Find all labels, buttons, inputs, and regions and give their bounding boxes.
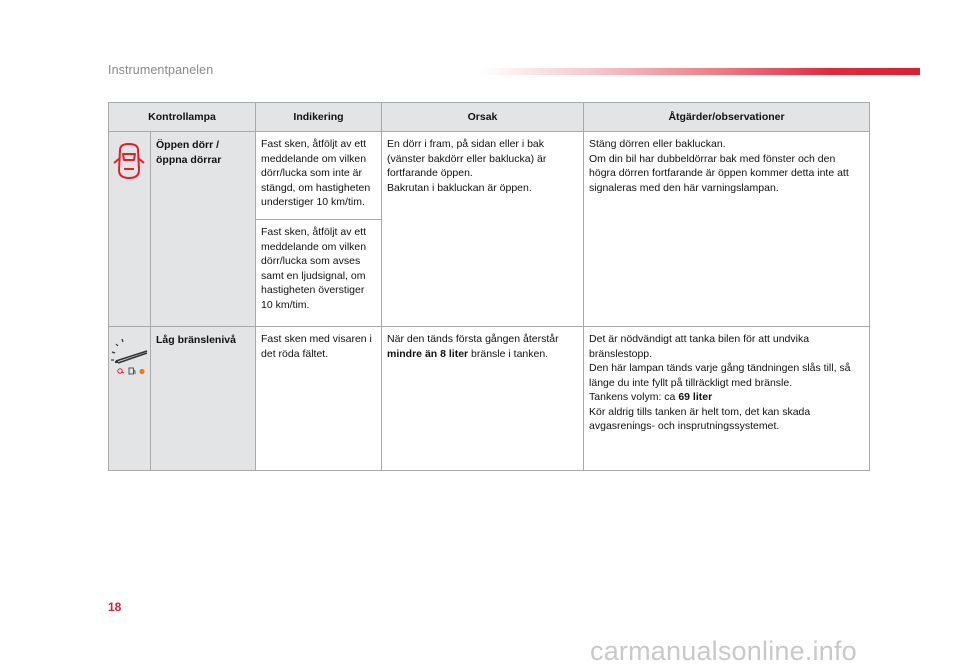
action-line-2: Den här lampan tänds varje gång tändningen slås till, så länge du inte fyllt på tillräckligt med bränsle. — [589, 362, 851, 389]
warning-lamp-table — [108, 102, 870, 471]
cause-text-open-door — [382, 132, 584, 327]
header-accent-bar — [480, 68, 920, 75]
table-row — [109, 327, 870, 471]
action-line-1: Stäng dörren eller bakluckan. — [589, 138, 726, 150]
cause-line-2: Bakrutan i bakluckan är öppen. — [387, 181, 532, 194]
column-header-indikering: Indikering — [256, 103, 382, 132]
fuel-gauge-icon — [109, 333, 151, 379]
indication-text-low-fuel: Fast sken med visaren i det röda fältet. — [256, 327, 382, 471]
watermark-text: carmanualsonline.info — [590, 636, 857, 666]
action-line-4: Kör aldrig tills tanken är helt tom, det kan skada avgasrenings- och insprutningssystemet. — [589, 405, 811, 432]
column-header-orsak: Orsak — [382, 103, 584, 132]
lamp-name-low-fuel: Låg bränslenivå — [151, 327, 256, 471]
low-fuel-icon-cell — [109, 327, 151, 471]
indication-text-1: Fast sken, åtföljt av ett meddelande om vilken dörr/lucka som inte är stängd, om hastigheten understiger 10 km/tim. — [256, 132, 382, 220]
page-header-title: Instrumentpanelen — [108, 63, 214, 77]
open-door-icon-cell — [109, 132, 151, 327]
cause-bold-text: mindre än 8 liter — [387, 347, 469, 360]
cause-text-low-fuel — [382, 327, 584, 471]
tank-volume-value: 69 liter — [678, 391, 713, 403]
action-text-open-door — [584, 132, 870, 327]
page-number: 18 — [108, 600, 122, 614]
cause-pre-text: När den tänds första gången återstår — [387, 333, 559, 345]
indication-text-2: Fast sken, åtföljt av ett meddelande om vilken dörr/lucka som avses samt en ljudsignal, om hastigheten överstiger 10 km/tim. — [256, 220, 382, 327]
table-row — [109, 132, 870, 220]
lamp-name-open-door: Öppen dörr / öppna dörrar — [151, 132, 256, 327]
tank-volume-label: Tankens volym: ca — [589, 391, 676, 403]
column-header-atgarder: Åtgärder/observationer — [584, 103, 870, 132]
action-line-2: Om din bil har dubbeldörrar bak med fönster och den högra dörren fortfarande är öppen kommer detta inte att signaleras med den här varningslampan. — [589, 152, 849, 194]
cause-line-1: En dörr i fram, på sidan eller i bak (vänster bakdörr eller baklucka) är fortfarande öppen. — [387, 138, 547, 179]
action-line-1: Det är nödvändigt att tanka bilen för att undvika bränslestopp. — [589, 333, 810, 360]
action-line-3 — [589, 390, 863, 405]
open-door-car-icon — [109, 140, 149, 186]
action-text-low-fuel — [584, 327, 870, 471]
column-header-kontrollampa: Kontrollampa — [109, 103, 256, 132]
table-header-row — [109, 103, 870, 132]
cause-post-text: bränsle i tanken. — [471, 347, 549, 360]
